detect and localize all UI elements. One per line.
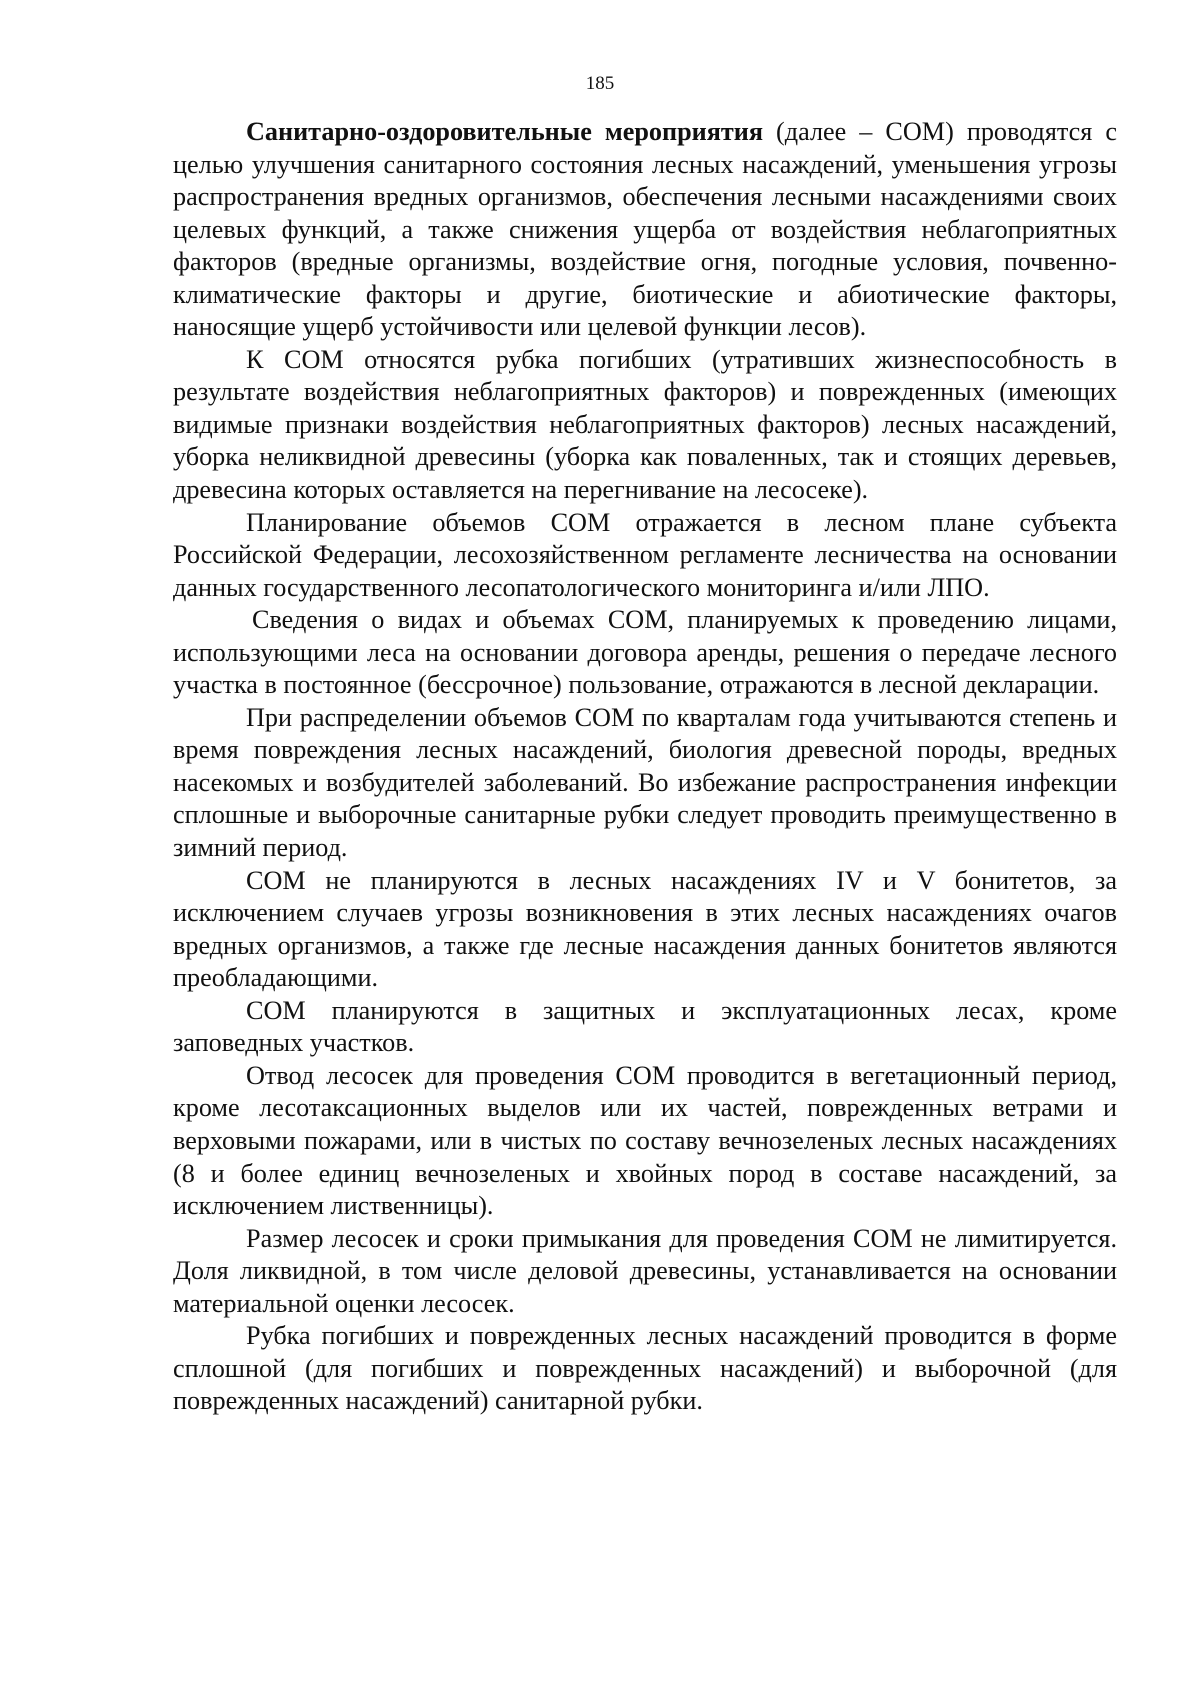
paragraph-som-size: Размер лесосек и сроки примыкания для проведения СОМ не лимитируется. Доля ликвидной, в том числе деловой древесины, устанавливается на основании материальной оценки лесосек. — [173, 1223, 1117, 1318]
paragraph-som-declaration: Сведения о видах и объемах СОМ, планируемых к проведению лицами, использующими леса на основании договора аренды, решения о передаче лесного участка в постоянное (бессрочное) пользование, отражаются в лесной декларации. — [173, 605, 1117, 700]
paragraph-som-distribution: При распределении объемов СОМ по кварталам года учитываются степень и время повреждения лесных насаждений, биология древесной породы, вредных насекомых и возбудителей заболеваний. Во избежание распространения инфекции сплошные и выборочные санитарные рубки следует проводить преимущественно в зимний период. — [173, 702, 1117, 863]
paragraph-som-planning: Планирование объемов СОМ отражается в лесном плане субъекта Российской Федерации, лесохозяйственном регламенте лесничества на основании данных государственного лесопатологического мониторинга и/или ЛПО. — [173, 507, 1117, 602]
defined-term: Санитарно-оздоровительные мероприятия — [246, 117, 764, 146]
page-number: 185 — [585, 73, 615, 94]
paragraph-text: (далее – СОМ) проводятся с целью улучшения санитарного состояния лесных насаждений, уменьшения угрозы распространения вредных организмов, обеспечения лесными насаждениями своих целевых функций, а также снижения ущерба от воздействия неблагоприятных факторов (вредные организмы, воздействие огня, погодные условия, почвенно-климатические факторы и другие, биотические и абиотические факторы, наносящие ущерб устойчивости или целевой функции лесов). — [173, 117, 1118, 342]
paragraph-som-site-class: СОМ не планируются в лесных насаждениях IV и V бонитетов, за исключением случаев угрозы возникновения в этих лесных насаждениях очагов вредных организмов, а также где лесные насаждения данных бонитетов являются преобладающими. — [173, 865, 1117, 993]
paragraph-som-scope: К СОМ относятся рубка погибших (утративших жизнеспособность в результате воздействия неблагоприятных факторов) и поврежденных (имеющих видимые признаки воздействия неблагоприятных факторов) лесных насаждений, уборка неликвидной древесины (уборка как поваленных, так и стоящих деревьев, древесина которых оставляется на перегнивание на лесосеке). — [173, 344, 1117, 505]
document-body — [173, 116, 1117, 1418]
paragraph-som-allotment: Отвод лесосек для проведения СОМ проводится в вегетационный период, кроме лесотаксационных выделов или их частей, поврежденных ветрами и верховыми пожарами, или в чистых по составу вечнозеленых лесных насаждениях (8 и более единиц вечнозеленых и хвойных пород в составе насаждений, за исключением лиственницы). — [173, 1060, 1117, 1221]
paragraph-som-definition — [173, 116, 1117, 344]
paragraph-som-forest-types: СОМ планируются в защитных и эксплуатационных лесах, кроме заповедных участков. — [173, 995, 1117, 1058]
paragraph-som-felling: Рубка погибших и поврежденных лесных насаждений проводится в форме сплошной (для погибших и поврежденных насаждений) и выборочной (для поврежденных насаждений) санитарной рубки. — [173, 1321, 1117, 1416]
